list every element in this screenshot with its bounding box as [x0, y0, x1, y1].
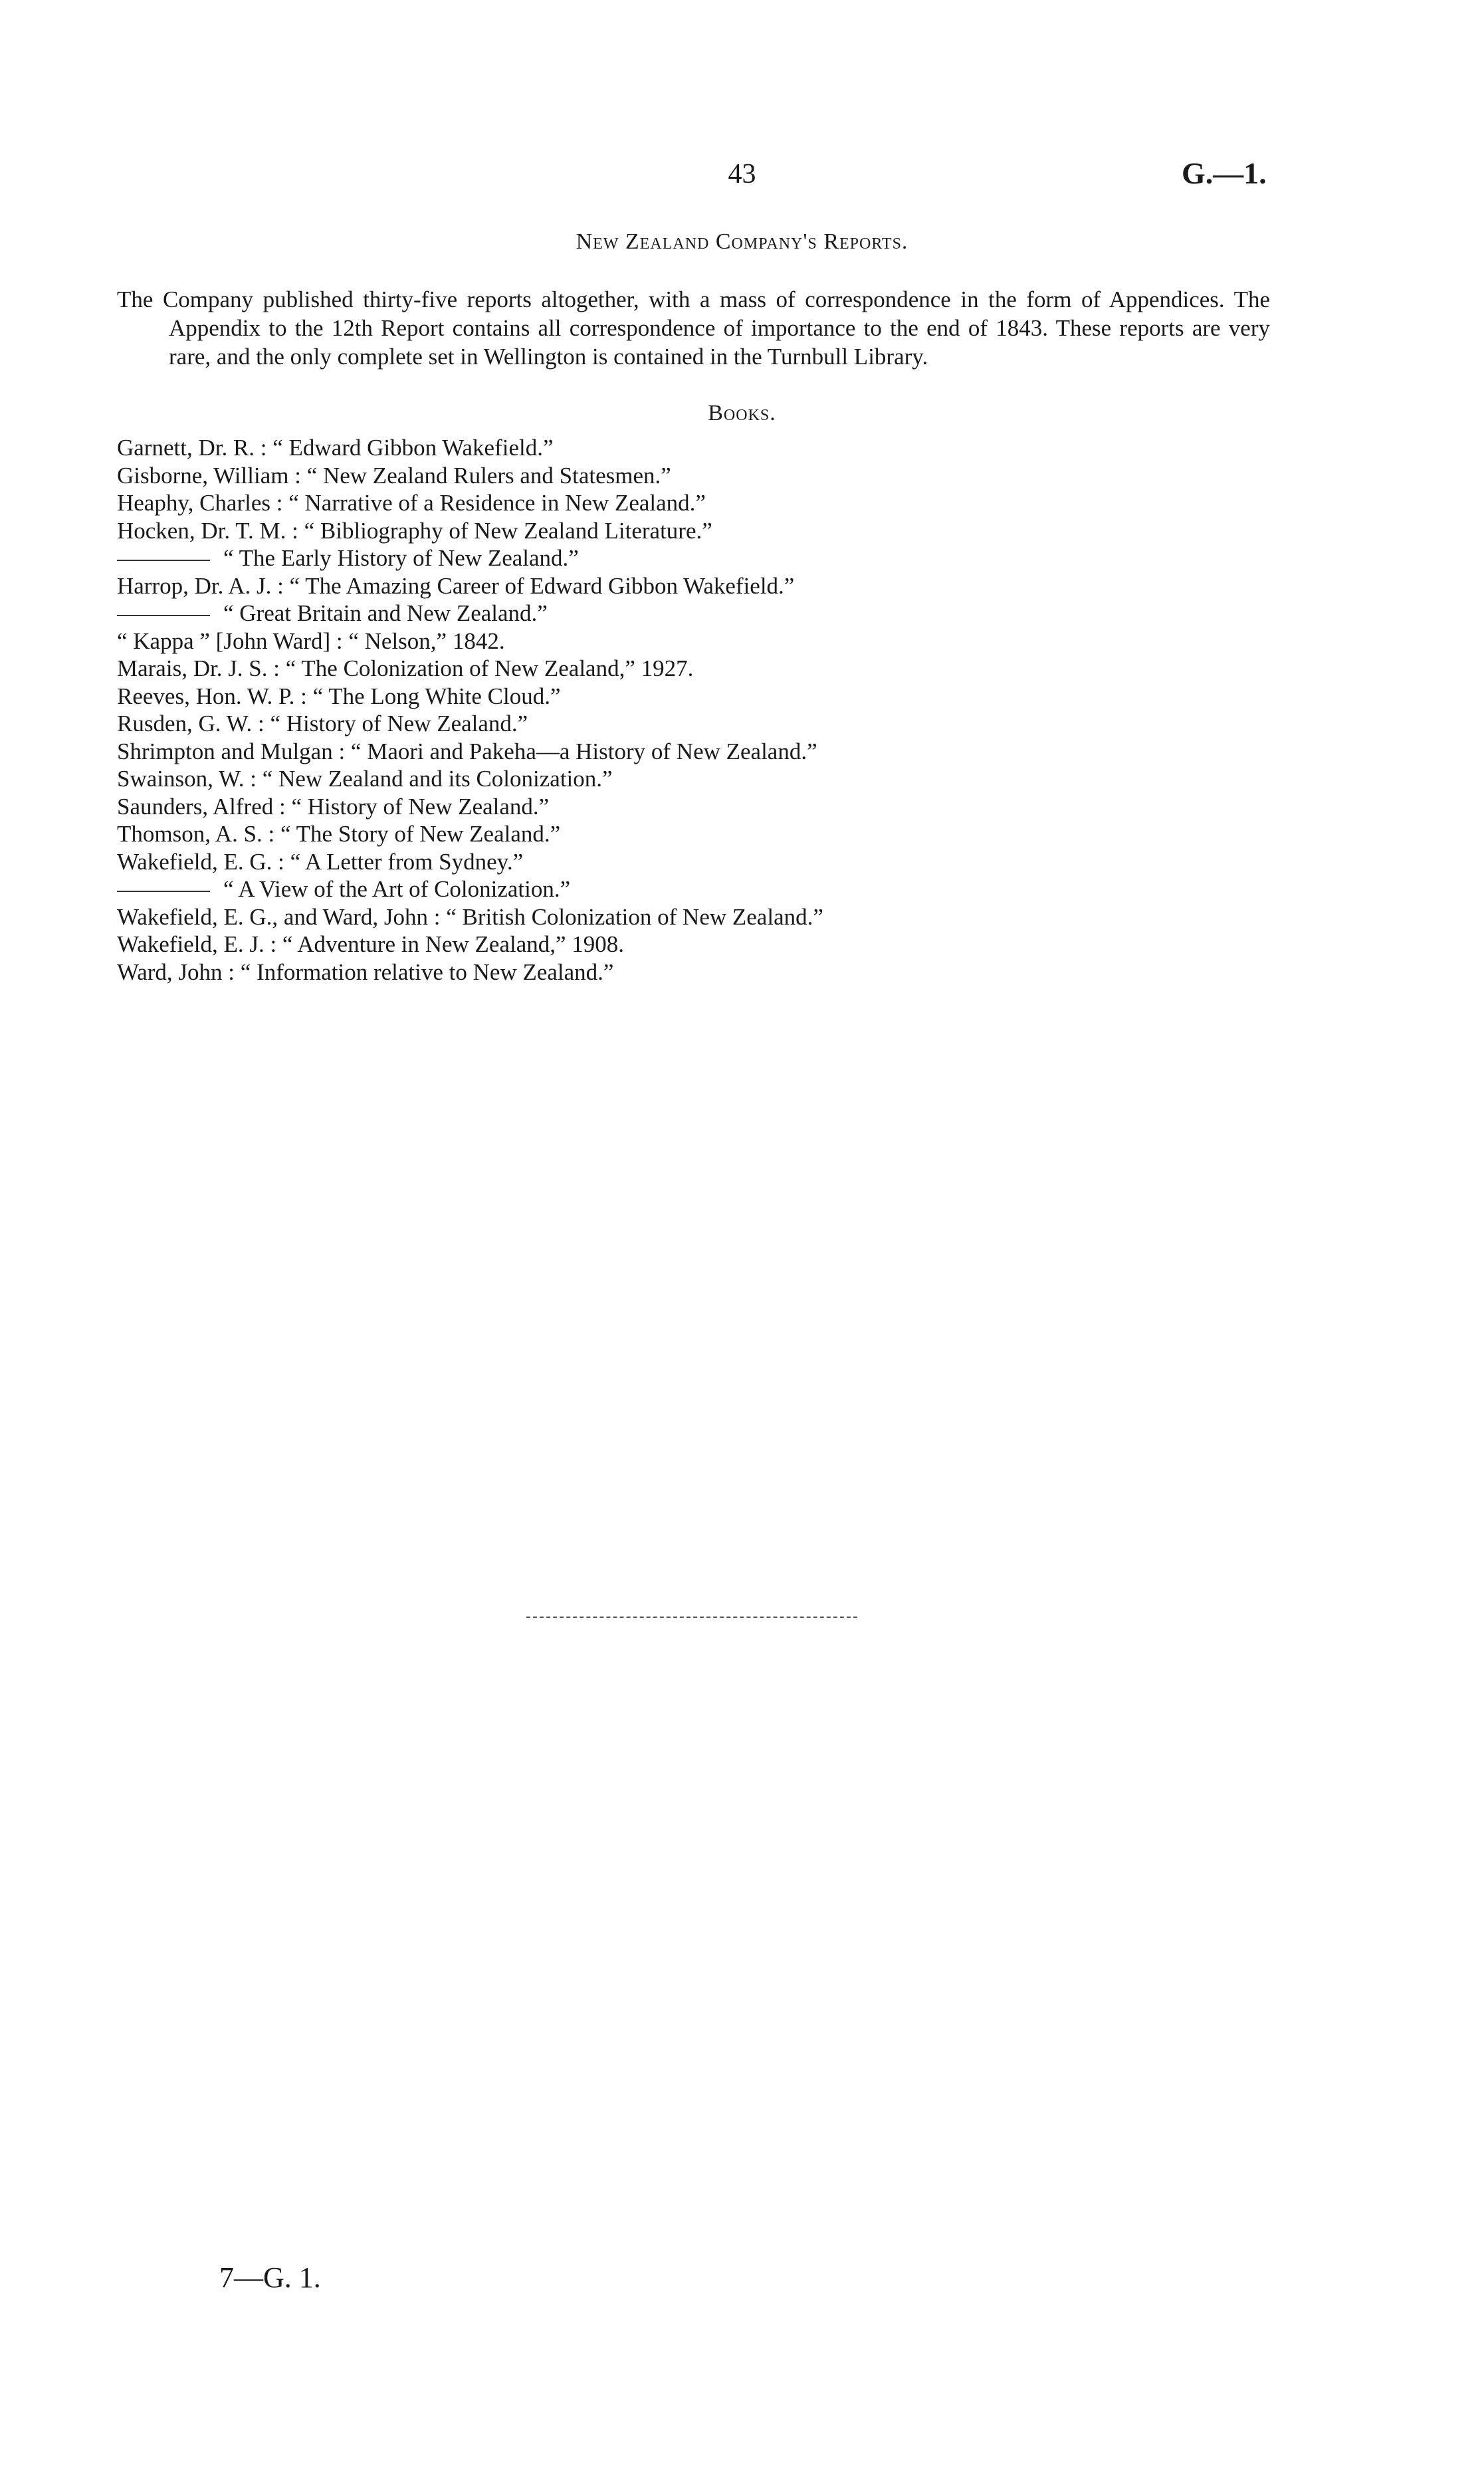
book-entry-text: “ A View of the Art of Colonization.” [223, 876, 571, 902]
ditto-rule [117, 615, 210, 616]
book-entry [117, 655, 1270, 683]
book-entry-text: Thomson, A. S. : “ The Story of New Zealand.” [117, 821, 561, 847]
books-heading: Books. [708, 401, 776, 425]
footer-signature-mark: 7—G. 1. [219, 2261, 321, 2294]
book-entry [117, 820, 1270, 848]
document-code: G.—1. [1182, 156, 1267, 190]
book-entry [117, 544, 1270, 572]
book-entry [117, 434, 1270, 462]
book-entry [117, 462, 1270, 490]
book-entry [117, 765, 1270, 793]
section-rule [526, 1617, 857, 1618]
book-entry-text: “ The Early History of New Zealand.” [223, 545, 579, 571]
book-entry [117, 572, 1270, 600]
book-entry [117, 683, 1270, 711]
book-entry-text: “ Great Britain and New Zealand.” [223, 600, 548, 626]
books-list [117, 434, 1270, 986]
book-entry-text: Reeves, Hon. W. P. : “ The Long White Cloud.” [117, 683, 561, 709]
book-entry-text: “ Kappa ” [John Ward] : “ Nelson,” 1842. [117, 627, 505, 654]
book-entry-text: Heaphy, Charles : “ Narrative of a Residence in New Zealand.” [117, 490, 706, 516]
book-entry-text: Harrop, Dr. A. J. : “ The Amazing Career of Edward Gibbon Wakefield.” [117, 572, 795, 599]
book-entry-text: Ward, John : “ Information relative to New Zealand.” [117, 958, 614, 985]
book-entry-text: Wakefield, E. G. : “ A Letter from Sydney.” [117, 848, 524, 875]
book-entry-text: Wakefield, E. G., and Ward, John : “ British Colonization of New Zealand.” [117, 903, 823, 930]
book-entry-text: Swainson, W. : “ New Zealand and its Colonization.” [117, 766, 613, 792]
book-entry [117, 793, 1270, 821]
book-entry [117, 517, 1270, 545]
ditto-rule [117, 891, 210, 892]
book-entry [117, 600, 1270, 627]
book-entry-text: Marais, Dr. J. S. : “ The Colonization of New Zealand,” 1927. [117, 655, 694, 681]
book-entry [117, 903, 1270, 931]
book-entry [117, 710, 1270, 738]
ditto-rule [117, 560, 210, 561]
page-number: 43 [728, 159, 756, 189]
book-entry-text: Gisborne, William : “ New Zealand Rulers and Statesmen.” [117, 462, 671, 489]
book-entry [117, 931, 1270, 958]
book-entry-text: Rusden, G. W. : “ History of New Zealand.” [117, 711, 528, 736]
book-entry-text: Wakefield, E. J. : “ Adventure in New Zealand,” 1908. [117, 931, 625, 957]
reports-heading: New Zealand Company's Reports. [576, 229, 908, 254]
book-entry [117, 875, 1270, 903]
book-entry [117, 489, 1270, 517]
book-entry [117, 627, 1270, 655]
book-entry-text: Shrimpton and Mulgan : “ Maori and Pakeha—a History of New Zealand.” [117, 738, 817, 764]
reports-paragraph: The Company published thirty-five reports altogether, with a mass of correspondence in the form of Appendices. The Appendix to the 12th Report contains all correspondence of importance to the end of 1843. These reports are very rare, and the only complete set in Wellington is contained in the Turnbull Library. [117, 286, 1270, 370]
book-entry [117, 958, 1270, 986]
book-entry [117, 738, 1270, 766]
book-entry-text: Hocken, Dr. T. M. : “ Bibliography of New Zealand Literature.” [117, 517, 712, 544]
book-entry-text: Garnett, Dr. R. : “ Edward Gibbon Wakefield.” [117, 435, 554, 461]
book-entry-text: Saunders, Alfred : “ History of New Zealand.” [117, 793, 550, 820]
book-entry [117, 848, 1270, 876]
